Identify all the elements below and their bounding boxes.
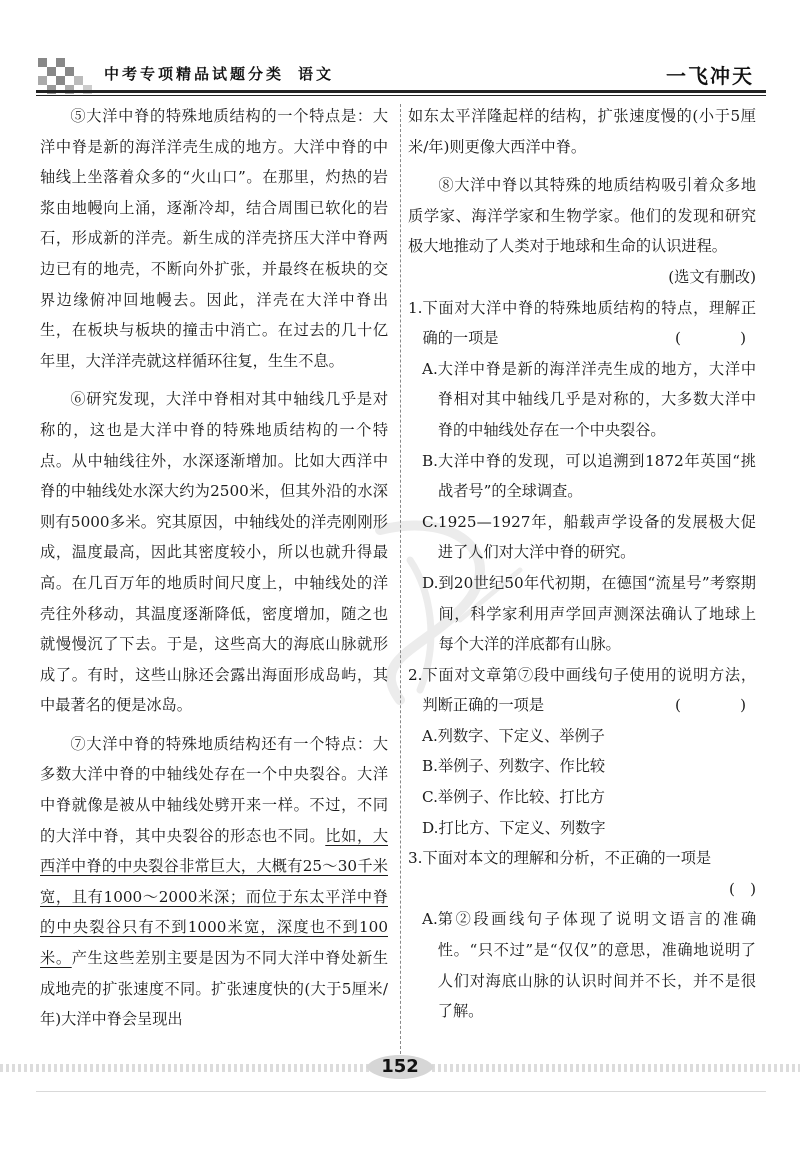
option-3a	[408, 904, 756, 1026]
paragraph-7-intro: ⑦大洋中脊的特殊地质结构还有一个特点：大多数大洋中脊的中轴线处存在一个中央裂谷。大洋中脊就像是被从中轴线处劈开来一样。不过，不同的大洋中脊，其中央裂谷的形态也不同。	[40, 734, 388, 845]
question-stem: 下面对大洋中脊的特殊地质结构的特点，理解正确的一项是	[422, 298, 756, 348]
paragraph-5-body: 大洋中脊是新的海洋洋壳生成的地方。大洋中脊的中轴线上坐落着众多的“火山口”。在那里，灼热的岩浆由地幔向上涌，逐渐冷却，结合周围已软化的岩石，形成新的洋壳。新生成的洋壳挤压大洋中脊两边已有的地壳，不断向外扩张，并最终在板块的交界边缘俯冲回地幔去。因此，洋壳在大洋中脊出生，在板块与板块的撞击中消亡。在过去的几十亿年里，大洋洋壳就这样循环往复，生生不息。	[40, 107, 388, 370]
option-label: A.	[422, 910, 438, 929]
option-label: A.	[422, 359, 438, 378]
right-column	[408, 101, 768, 1027]
header-rule-thin	[36, 95, 766, 96]
option-2a	[408, 721, 756, 752]
option-text: 举例子、列数字、作比较	[438, 757, 606, 776]
question-number: 1.	[408, 298, 423, 317]
option-2b	[408, 751, 756, 782]
paragraph-7	[40, 729, 388, 1035]
paragraph-8: ⑧大洋中脊以其特殊的地质结构吸引着众多地质学家、海洋学家和生物学家。他们的发现和研究极大地推动了人类对于地球和生命的认识进程。	[408, 176, 756, 256]
paragraph-5-lead: ⑤大洋中脊的特殊地质结构的一个特点是：	[70, 107, 373, 125]
option-text: 大洋中脊是新的海洋洋壳生成的地方，大洋中脊相对其中轴线几乎是对称的，大多数大洋中脊的中轴线处存在一个中央裂谷。	[437, 359, 756, 439]
option-text: 举例子、作比较、打比方	[437, 788, 605, 807]
option-2c	[408, 782, 756, 813]
paragraph-7-after: 产生这些差别主要是因为不同大洋中脊处新生成地壳的扩张速度不同。扩张速度快的(大于5厘米/年)大洋中脊会呈现出	[40, 949, 389, 1029]
series-title: 中考专项精品试题分类	[104, 65, 285, 83]
option-label: A.	[422, 726, 438, 745]
footer-rule	[36, 1091, 766, 1092]
question-1	[408, 293, 768, 354]
option-label: D.	[422, 818, 439, 837]
option-label: B.	[422, 757, 438, 776]
option-label: B.	[422, 451, 438, 470]
question-stem: 下面对本文的理解和分析，不正确的一项是	[422, 849, 712, 868]
option-text: 到20世纪50年代初期，在德国“流星号”考察期间，科学家利用声学回声测深法确认了地球上每个大洋的洋底都有山脉。	[438, 573, 756, 654]
checkerboard-decoration-icon	[38, 58, 94, 94]
paragraph-5	[40, 101, 388, 376]
option-2d	[408, 813, 756, 844]
header-title	[104, 63, 334, 84]
option-1a	[408, 354, 756, 446]
option-text: 1925—1927年，船载声学设备的发展极大促进了人们对大洋中脊的研究。	[437, 512, 756, 562]
brand-logo: 一飞冲天	[666, 64, 754, 88]
option-text: 大洋中脊的发现，可以追溯到1872年英国“挑战者号”的全球调查。	[438, 451, 756, 501]
answer-paren: ( )	[674, 696, 768, 715]
header-rule	[36, 90, 766, 93]
option-label: D.	[422, 573, 439, 592]
paragraph-7-continued: 如东太平洋隆起样的结构，扩张速度慢的(小于5厘米/年)则更像大西洋中脊。	[408, 107, 756, 156]
question-number: 3.	[408, 849, 423, 868]
option-1c	[408, 507, 756, 568]
paragraph-6: ⑥研究发现，大洋中脊相对其中轴线几乎是对称的，这也是大洋中脊的特殊地质结构的一个特点。从中轴线往外，水深逐渐增加。比如大西洋中脊的中轴线处水深大约为2500米，但其外沿的水深则有5000多米。究其原因，中轴线处的洋壳刚刚形成，温度最高，因此其密度较小，所以也就升得最高。在几百万年的地质时间尺度上，中轴线处的洋壳往外移动，其温度逐渐降低，密度增加，随之也就慢慢沉了下去。于是，这些高大的海底山脉就形成了。有时，这些山脉还会露出海面形成岛屿，其中最著名的便是冰岛。	[40, 390, 388, 715]
option-text: 打比方、下定义、列数字	[438, 818, 606, 837]
question-3	[408, 843, 756, 874]
option-1b	[408, 446, 756, 507]
underlined-sentence: 比如，大西洋中脊的中央裂谷非常巨大，大概有25～30千米宽，且有1000～2000米深；而位于东太平洋中脊的中央裂谷只有不到1000米宽，深度也不到100米。	[40, 826, 389, 968]
option-1d	[408, 568, 756, 660]
option-text: 第②段画线句子体现了说明文语言的准确性。“只不过”是“仅仅”的意思，准确地说明了人们对海底山脉的认识时间并不长，并不是很了解。	[437, 910, 756, 1021]
option-text: 列数字、下定义、举例子	[437, 726, 605, 745]
question-stem: 下面对文章第⑦段中画线句子使用的说明方法，判断正确的一项是	[422, 665, 756, 715]
question-number: 2.	[408, 665, 423, 684]
page-header	[0, 0, 800, 100]
page-number: 152	[381, 1056, 419, 1077]
option-label: C.	[422, 788, 438, 807]
subject-label: 语文	[298, 65, 335, 83]
left-column	[40, 101, 388, 1035]
question-2	[408, 660, 768, 721]
option-label: C.	[422, 512, 438, 531]
source-note: (选文有删改)	[668, 267, 756, 286]
answer-paren: ( )	[728, 879, 756, 898]
answer-paren: ( )	[674, 329, 768, 348]
